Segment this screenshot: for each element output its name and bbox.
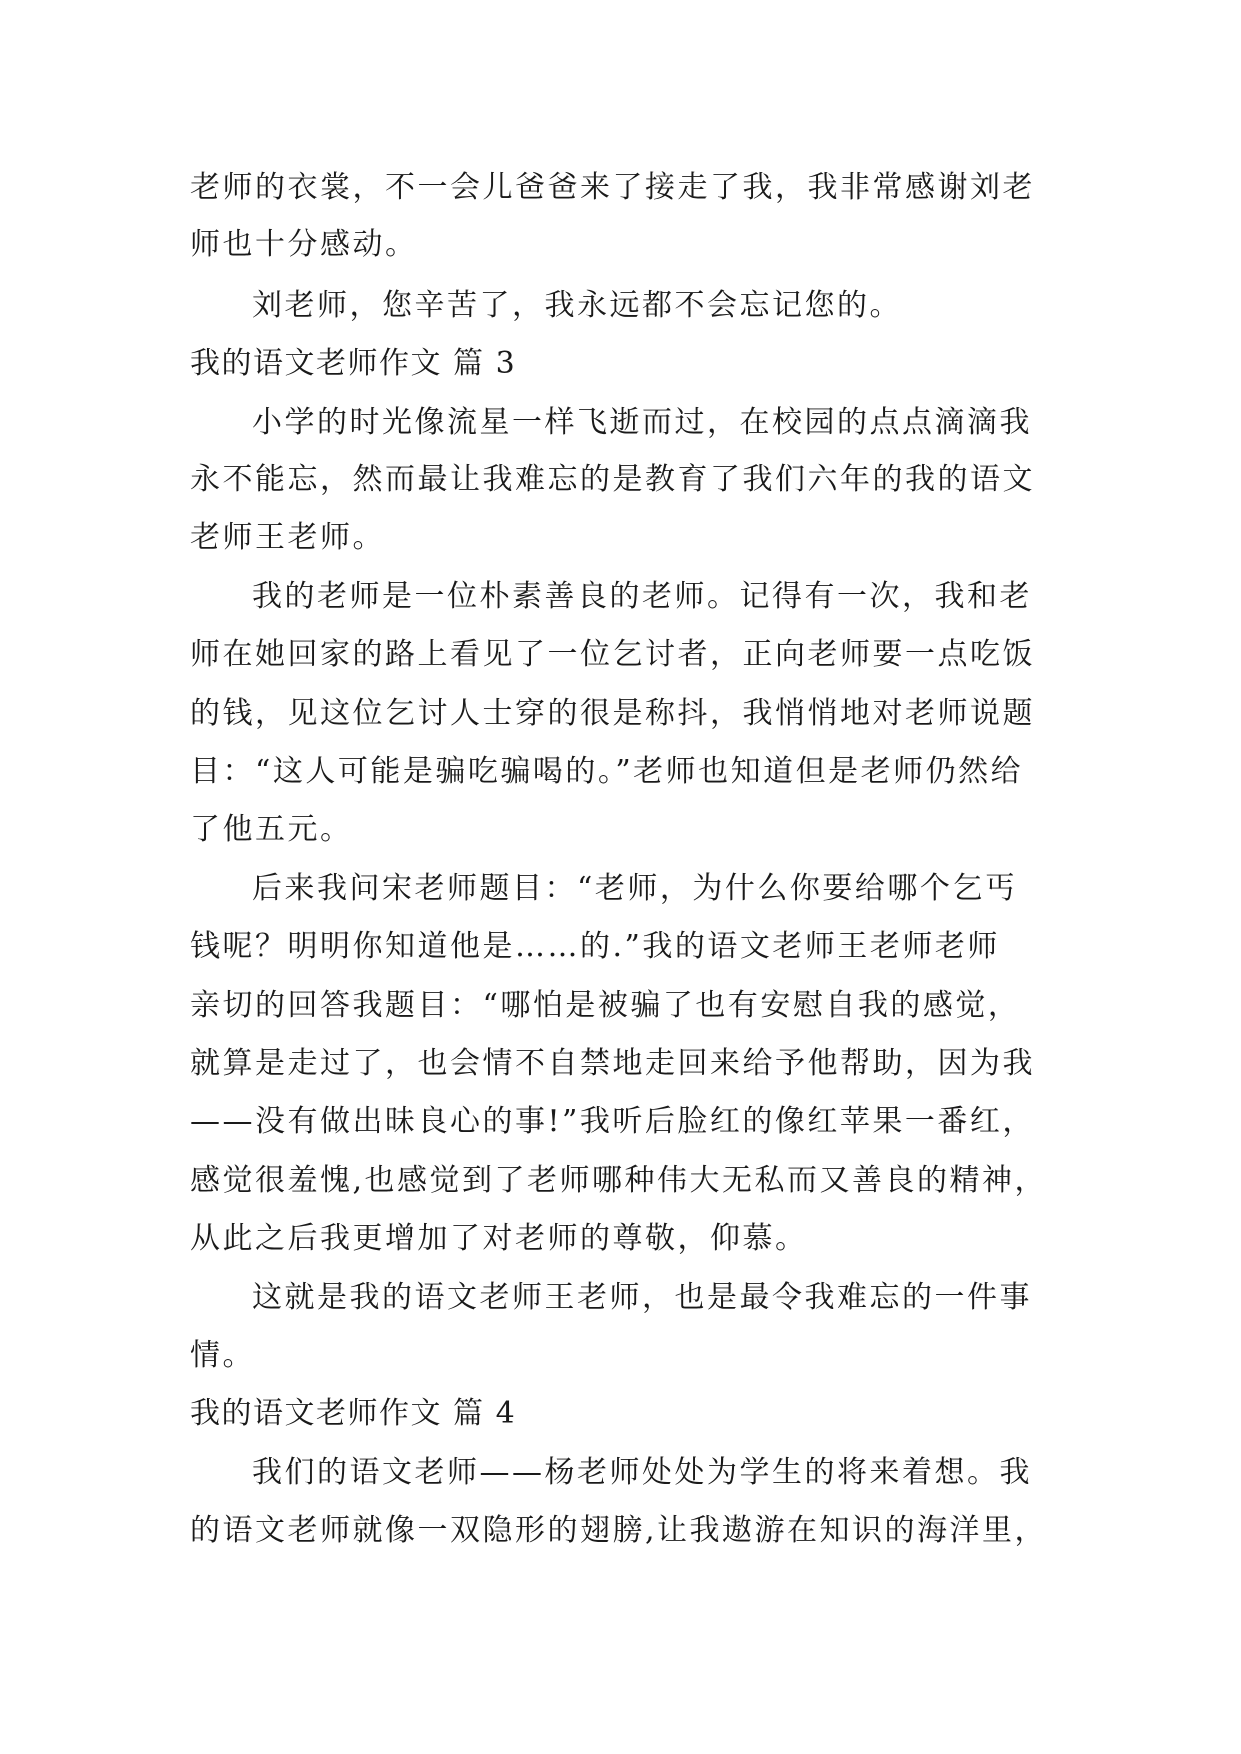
paragraph-line: 小学的时光像流星一样飞逝而过，在校园的点点滴滴我 xyxy=(252,405,1032,440)
text-line: 从此之后我更增加了对老师的尊敬，仰慕。 xyxy=(190,1221,808,1256)
text-line: 了他五元。 xyxy=(190,812,353,847)
paragraph-line: 这就是我的语文老师王老师，也是最令我难忘的一件事 xyxy=(252,1280,1032,1315)
section-heading: 我的语文老师作文 篇 4 xyxy=(190,1396,517,1431)
text-line: 感觉很羞愧,也感觉到了老师哪种伟大无私而又善良的精神， xyxy=(190,1163,1048,1198)
text-line: 老师王老师。 xyxy=(190,520,385,555)
text-line: 师也十分感动。 xyxy=(190,227,418,262)
text-line: 就算是走过了，也会情不自禁地走回来给予他帮助，因为我 xyxy=(190,1046,1035,1081)
paragraph-line: 刘老师，您辛苦了，我永远都不会忘记您的。 xyxy=(252,288,902,323)
text-line: 的钱，见这位乞讨人士穿的很是称抖，我悄悄地对老师说题 xyxy=(190,696,1035,731)
text-line: 钱呢？明明你知道他是……的.”我的语文老师王老师老师 xyxy=(190,929,1000,964)
section-heading: 我的语文老师作文 篇 3 xyxy=(190,346,517,381)
text-line: 目：“这人可能是骗吃骗喝的。”老师也知道但是老师仍然给 xyxy=(190,754,1024,789)
text-line: 老师的衣裳，不一会儿爸爸来了接走了我，我非常感谢刘老 xyxy=(190,170,1035,205)
paragraph-line: 我们的语文老师——杨老师处处为学生的将来着想。我 xyxy=(252,1455,1032,1490)
text-line: 亲切的回答我题目：“哪怕是被骗了也有安慰自我的感觉， xyxy=(190,988,1021,1023)
text-line: 情。 xyxy=(190,1338,255,1373)
text-line: 师在她回家的路上看见了一位乞讨者，正向老师要一点吃饭 xyxy=(190,637,1035,672)
paragraph-line: 后来我问宋老师题目：“老师，为什么你要给哪个乞丐 xyxy=(252,871,1018,906)
text-line: 永不能忘，然而最让我难忘的是教育了我们六年的我的语文 xyxy=(190,462,1035,497)
paragraph-line: 我的老师是一位朴素善良的老师。记得有一次，我和老 xyxy=(252,579,1032,614)
text-line: ——没有做出昧良心的事!”我听后脸红的像红苹果一番红， xyxy=(190,1104,1035,1139)
text-line: 的语文老师就像一双隐形的翅膀,让我遨游在知识的海洋里， xyxy=(190,1513,1048,1548)
